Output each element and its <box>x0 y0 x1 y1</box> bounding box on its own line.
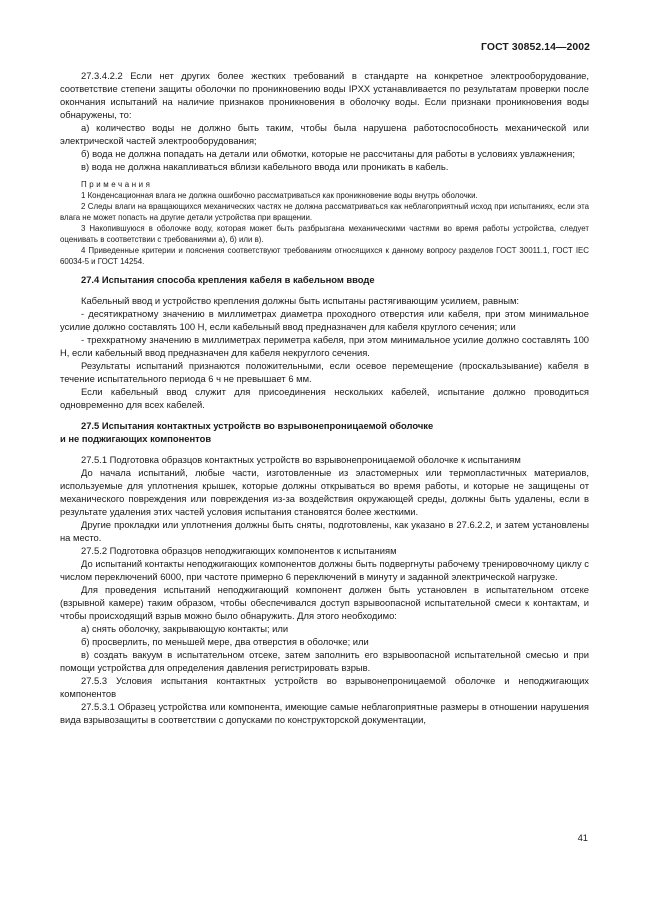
section-heading-27-4: 27.4 Испытания способа крепления кабеля в кабельном вводе <box>81 274 375 285</box>
list-item-b: б) вода не должна попадать на детали или обмотки, которые не рассчитаны для работы в условиях увлажнения; <box>81 148 575 159</box>
section-heading-line: 27.5 Испытания контактных устройств во взрывонепроницаемой оболочке <box>81 420 434 431</box>
section-heading-27-5 <box>60 419 589 445</box>
list-item-b: б) просверлить, по меньшей мере, два отверстия в оболочке; или <box>81 636 369 647</box>
list-item-c: в) создать вакуум в испытательном отсеке, затем заполнить его взрывоопасной испытательной смесью и при помощи устройства для определения давления регистрировать взрыв. <box>60 649 589 673</box>
paragraph: - десятикратному значению в миллиметрах диаметра проходного отверстия или кабеля, при этом минимальное усилие должно составлять 100 Н, если кабельный ввод предназначен для кабеля круглого сечения; или <box>60 308 589 332</box>
paragraph: Если кабельный ввод служит для присоединения нескольких кабелей, испытание должно проводиться одновременно для всех кабелей. <box>60 386 589 410</box>
paragraph: 27.5.2 Подготовка образцов неподжигающих компонентов к испытаниям <box>81 545 397 556</box>
paragraph: Другие прокладки или уплотнения должны быть сняты, подготовлены, как указано в 27.6.2.2, и затем установлены на место. <box>60 519 589 543</box>
notes-block <box>60 179 589 267</box>
paragraph-27-3-4-2-2: 27.3.4.2.2 Если нет других более жестких требований в стандарте на конкретное электрооборудование, соответствие степени защиты оболочки по проникновению воды IPXX устанавливается по результатам проверки после окончания испытаний на наличие признаков проникновения в оболочку воды. Если признаки проникновения воды обнаружены, то: <box>60 70 589 120</box>
paragraph: 27.5.3 Условия испытания контактных устройств во взрывонепроницаемой оболочке и неподжигающих компонентов <box>60 675 589 699</box>
page-content <box>60 69 589 726</box>
list-item-a: а) снять оболочку, закрывающую контакты; или <box>81 623 289 634</box>
notes-title: Примечания <box>81 180 153 189</box>
list-item-c: в) вода не должна накапливаться вблизи кабельного ввода или проникать в кабель. <box>81 161 449 172</box>
note-item: 3 Накопившуюся в оболочке воду, которая может быть разбрызгана механическими частями во время работы устройства, следует оценивать в соответствии с требованиями а), б) или в). <box>60 224 589 244</box>
note-item: 4 Приведенные критерии и пояснения соответствуют требованиям относящихся к данному вопросу разделов ГОСТ 30011.1, ГОСТ IEC 60034-5 и ГОСТ 14254. <box>60 246 589 266</box>
paragraph: Для проведения испытаний неподжигающий компонент должен быть установлен в испытательном отсеке (взрывной камере) таким образом, чтобы обеспечивался доступ взрывоопасной испытательной смеси к контактам, и чтобы происходящий взрыв можно было обнаружить. Для этого необходимо: <box>60 584 589 621</box>
list-item-a: а) количество воды не должно быть таким, чтобы была нарушена работоспособность механической или электрической частей электрооборудования; <box>60 122 589 146</box>
page-number: 41 <box>577 832 588 843</box>
paragraph: 27.5.1 Подготовка образцов контактных устройств во взрывонепроницаемой оболочке к испытаниям <box>81 454 521 465</box>
paragraph: - трехкратному значению в миллиметрах периметра кабеля, при этом минимальное усилие должно составлять 100 Н, если кабельный ввод предназначен для кабеля некруглого сечения. <box>60 334 589 358</box>
paragraph: Кабельный ввод и устройство крепления должны быть испытаны растягивающим усилием, равным: <box>81 295 520 306</box>
standard-code-header: ГОСТ 30852.14—2002 <box>481 42 590 53</box>
paragraph: До начала испытаний, любые части, изготовленные из эластомерных или термопластичных материалов, используемые для уплотнения крышек, которые должны открываться во время работы, и которые не защищены от механического повреждения или повреждения из-за воздействия окружающей среды, должны быть удалены, если в результате удаления этих частей условия испытания становятся более жесткими. <box>60 467 589 517</box>
note-item: 2 Следы влаги на вращающихся механических частях не должна рассматриваться как неблагоприятный исход при испытаниях, если эта влага не может попасть на другие детали устройства при вращении. <box>60 202 589 222</box>
note-item: 1 Конденсационная влага не должна ошибочно рассматриваться как проникновение воды внутрь оболочки. <box>81 191 478 200</box>
section-heading-line: и не поджигающих компонентов <box>60 433 212 444</box>
paragraph: До испытаний контакты неподжигающих компонентов должны быть подвергнуты рабочему тренировочному циклу с числом переключений 6000, при частоте примерно 6 переключений в минуту и заданной электрической нагрузке. <box>60 558 589 582</box>
paragraph: 27.5.3.1 Образец устройства или компонента, имеющие самые неблагоприятные размеры в отношении нарушения вида взрывозащиты в соответствии с допусками по конструкторской документации, <box>60 701 589 725</box>
paragraph: Результаты испытаний признаются положительными, если осевое перемещение (проскальзывание) кабеля в течение испытательного периода 6 ч не превышает 6 мм. <box>60 360 589 384</box>
